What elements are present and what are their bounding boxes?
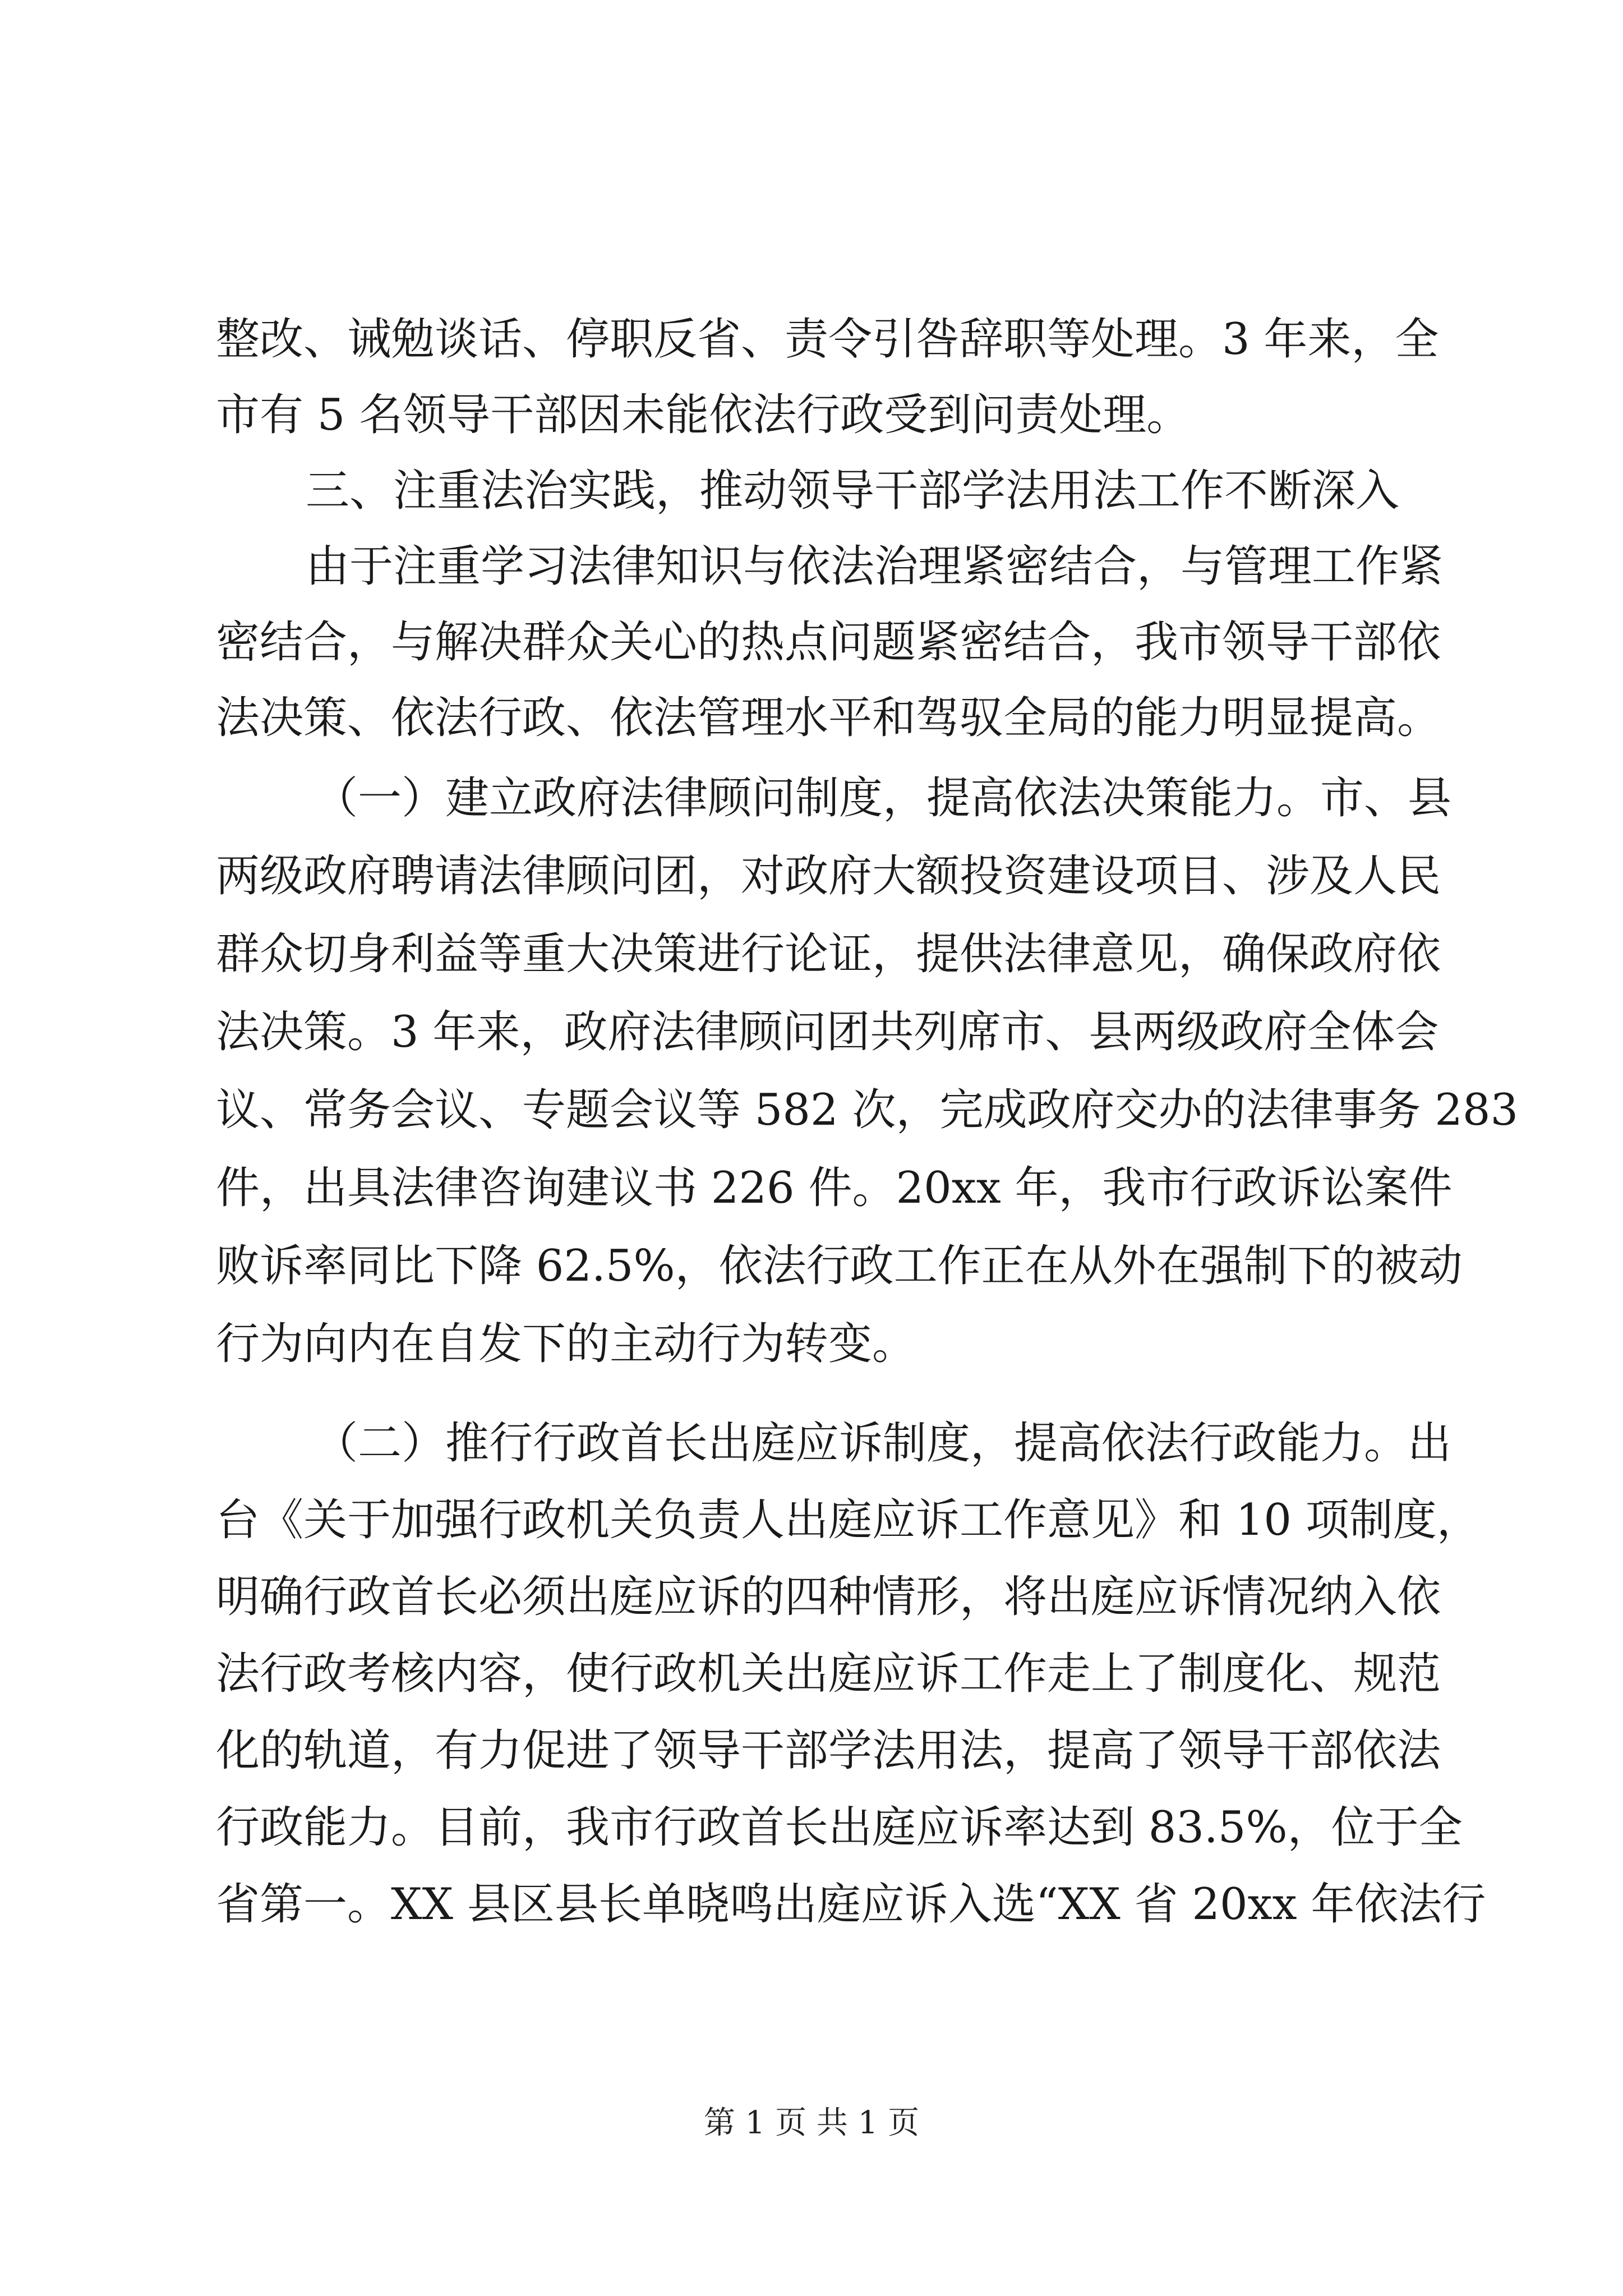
body-line: 法决策。3 年来，政府法律顾问团共列席市、县两级政府全体会: [216, 1007, 1439, 1057]
section-heading: 三、注重法治实践，推动领导干部学法用法工作不断深入: [306, 466, 1400, 516]
body-line: 法决策、依法行政、依法管理水平和驾驭全局的能力明显提高。: [216, 693, 1441, 743]
body-line: 由于注重学习法律知识与依法治理紧密结合，与管理工作紧: [306, 541, 1444, 592]
body-line: 法行政考核内容，使行政机关出庭应诉工作走上了制度化、规范: [216, 1649, 1441, 1699]
body-line: 议、常务会议、专题会议等 582 次，完成政府交办的法律事务 283: [216, 1085, 1519, 1135]
body-line: 两级政府聘请法律顾问团，对政府大额投资建设项目、涉及人民: [216, 851, 1441, 901]
subsection-heading-line: （二）推行行政首长出庭应诉制度，提高依法行政能力。出: [314, 1418, 1452, 1469]
body-line: 明确行政首长必须出庭应诉的四种情形，将出庭应诉情况纳入依: [216, 1572, 1441, 1622]
body-line: 密结合，与解决群众关心的热点问题紧密结合，我市领导干部依: [216, 617, 1441, 668]
body-line: 群众切身利益等重大决策进行论证，提供法律意见，确保政府依: [216, 929, 1441, 979]
body-line: 省第一。XX 县区县长单晓鸣出庭应诉入选“XX 省 20xx 年依法行: [216, 1879, 1486, 1930]
page-footer: 第 1 页 共 1 页: [703, 2105, 920, 2141]
body-line: 整改、诫勉谈话、停职反省、责令引咎辞职等处理。3 年来，全: [216, 314, 1439, 365]
body-line: 市有 5 名领导干部因未能依法行政受到问责处理。: [216, 390, 1191, 440]
body-line: 台《关于加强行政机关负责人出庭应诉工作意见》和 10 项制度，: [216, 1495, 1481, 1545]
body-line: 件，出具法律咨询建议书 226 件。20xx 年，我市行政诉讼案件: [216, 1163, 1453, 1213]
subsection-heading-line: （一）建立政府法律顾问制度，提高依法决策能力。市、县: [314, 773, 1452, 823]
body-line: 败诉率同比下降 62.5%，依法行政工作正在从外在强制下的被动: [216, 1241, 1463, 1291]
body-line: 行为向内在自发下的主动行为转变。: [216, 1319, 916, 1369]
body-line: 化的轨道，有力促进了领导干部学法用法，提高了领导干部依法: [216, 1726, 1441, 1776]
body-line: 行政能力。目前，我市行政首长出庭应诉率达到 83.5%，位于全: [216, 1802, 1463, 1853]
